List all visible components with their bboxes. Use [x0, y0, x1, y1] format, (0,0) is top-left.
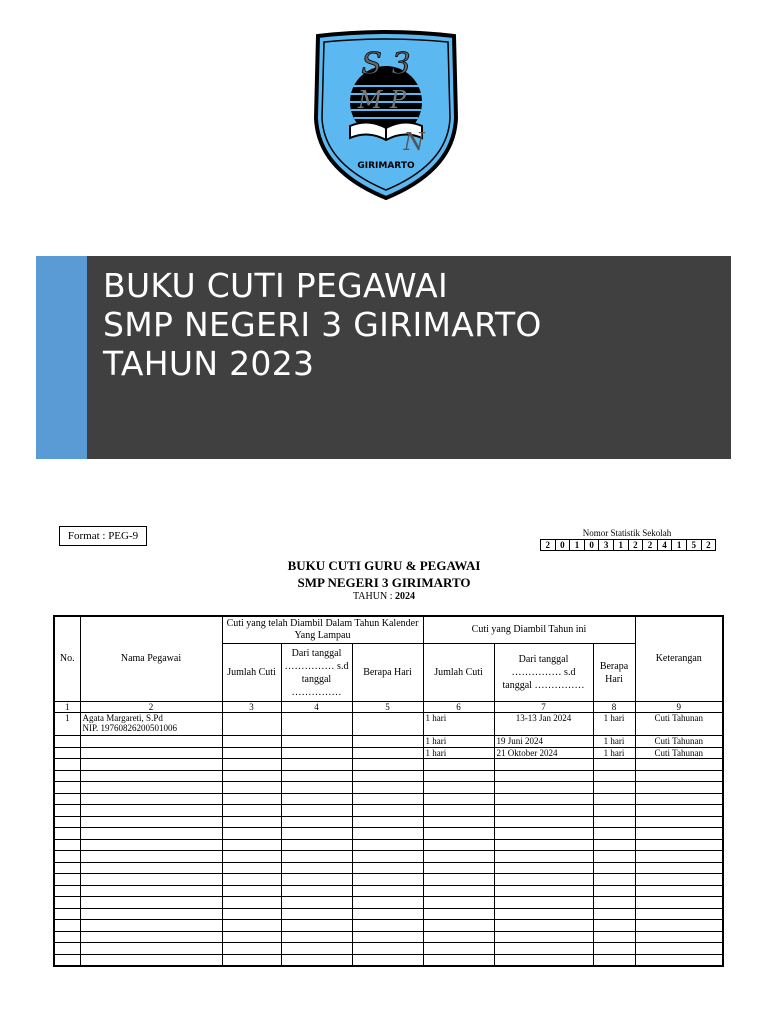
empty-cell — [423, 759, 494, 771]
cell-tanggal-prev — [281, 713, 352, 736]
empty-cell — [635, 908, 723, 920]
empty-cell — [54, 782, 80, 794]
empty-cell — [281, 839, 352, 851]
nss-digit: 1 — [614, 539, 629, 551]
school-logo — [310, 30, 462, 202]
empty-table-row — [54, 954, 723, 966]
cell-berapa-hari: 1 hari — [593, 736, 635, 748]
column-number: 3 — [222, 702, 281, 713]
empty-cell — [222, 885, 281, 897]
empty-cell — [494, 770, 593, 782]
empty-cell — [222, 954, 281, 966]
empty-table-row — [54, 851, 723, 863]
header-group-current: Cuti yang Diambil Tahun ini — [423, 616, 635, 644]
header-jumlah-cuti-prev: Jumlah Cuti — [222, 644, 281, 702]
empty-cell — [635, 828, 723, 840]
nss-digit: 1 — [672, 539, 687, 551]
empty-cell — [593, 885, 635, 897]
empty-cell — [635, 782, 723, 794]
empty-cell — [281, 931, 352, 943]
table-row — [54, 747, 723, 759]
empty-cell — [352, 851, 423, 863]
empty-cell — [423, 908, 494, 920]
empty-cell — [635, 920, 723, 932]
empty-cell — [80, 782, 222, 794]
cell-no: 1 — [54, 713, 80, 736]
nss-digit: 0 — [556, 539, 571, 551]
cell-jumlah-prev — [222, 736, 281, 748]
header-jumlah-cuti-curr: Jumlah Cuti — [423, 644, 494, 702]
empty-cell — [54, 759, 80, 771]
empty-cell — [494, 839, 593, 851]
empty-table-row — [54, 897, 723, 909]
empty-cell — [54, 897, 80, 909]
empty-cell — [54, 874, 80, 886]
year-value: 2024 — [394, 591, 415, 602]
empty-cell — [593, 759, 635, 771]
empty-cell — [423, 828, 494, 840]
empty-cell — [222, 816, 281, 828]
empty-cell — [80, 874, 222, 886]
empty-cell — [352, 920, 423, 932]
empty-cell — [281, 816, 352, 828]
empty-cell — [423, 885, 494, 897]
empty-cell — [635, 931, 723, 943]
empty-table-row — [54, 931, 723, 943]
ledger-body — [54, 702, 723, 967]
empty-cell — [494, 954, 593, 966]
empty-cell — [222, 874, 281, 886]
empty-cell — [352, 782, 423, 794]
empty-cell — [54, 954, 80, 966]
column-number-row — [54, 702, 723, 713]
empty-cell — [352, 931, 423, 943]
empty-cell — [635, 954, 723, 966]
empty-cell — [281, 908, 352, 920]
empty-cell — [593, 851, 635, 863]
banner-line-3: TAHUN 2023 — [103, 344, 315, 383]
empty-cell — [593, 793, 635, 805]
empty-cell — [593, 839, 635, 851]
banner-line-1: BUKU CUTI PEGAWAI — [103, 266, 449, 305]
cell-jumlah-prev — [222, 747, 281, 759]
empty-cell — [352, 908, 423, 920]
empty-cell — [423, 954, 494, 966]
logo-letters-top: S 3 — [361, 47, 411, 82]
cell-no — [54, 747, 80, 759]
document-title: BUKU CUTI GURU & PEGAWAI — [287, 558, 481, 573]
empty-table-row — [54, 828, 723, 840]
empty-cell — [222, 862, 281, 874]
empty-cell — [494, 874, 593, 886]
empty-cell — [593, 920, 635, 932]
header-dari-tanggal-prev: Dari tanggal …………… s.d tanggal …………… — [281, 644, 352, 702]
empty-cell — [593, 954, 635, 966]
column-number: 1 — [54, 702, 80, 713]
empty-cell — [222, 793, 281, 805]
empty-table-row — [54, 920, 723, 932]
empty-table-row — [54, 908, 723, 920]
empty-cell — [281, 793, 352, 805]
cell-nama — [80, 747, 222, 759]
empty-cell — [494, 885, 593, 897]
column-number: 8 — [593, 702, 635, 713]
cell-tanggal: 13-13 Jan 2024 — [494, 713, 593, 736]
cell-berapa-hari: 1 hari — [593, 747, 635, 759]
column-number: 6 — [423, 702, 494, 713]
empty-cell — [423, 943, 494, 955]
empty-cell — [54, 816, 80, 828]
empty-cell — [222, 851, 281, 863]
empty-table-row — [54, 793, 723, 805]
nss-digit: 2 — [643, 539, 658, 551]
cell-tanggal-prev — [281, 747, 352, 759]
cell-nama — [80, 713, 222, 736]
empty-cell — [494, 828, 593, 840]
column-number: 5 — [352, 702, 423, 713]
empty-cell — [423, 805, 494, 817]
empty-cell — [593, 862, 635, 874]
empty-cell — [593, 828, 635, 840]
empty-cell — [281, 828, 352, 840]
empty-cell — [222, 770, 281, 782]
empty-cell — [423, 770, 494, 782]
empty-cell — [80, 805, 222, 817]
empty-cell — [222, 759, 281, 771]
empty-cell — [494, 851, 593, 863]
empty-cell — [423, 851, 494, 863]
empty-cell — [80, 931, 222, 943]
empty-cell — [281, 851, 352, 863]
empty-cell — [352, 770, 423, 782]
header-nama: Nama Pegawai — [80, 616, 222, 702]
empty-cell — [494, 782, 593, 794]
empty-table-row — [54, 816, 723, 828]
header-dari-tanggal-curr: Dari tanggal …………… s.d tanggal …………… — [494, 644, 593, 702]
empty-cell — [494, 931, 593, 943]
empty-cell — [281, 885, 352, 897]
empty-cell — [80, 770, 222, 782]
empty-cell — [54, 908, 80, 920]
empty-cell — [54, 805, 80, 817]
cell-keterangan: Cuti Tahunan — [635, 747, 723, 759]
table-row — [54, 736, 723, 748]
empty-cell — [54, 851, 80, 863]
cell-tanggal-prev — [281, 736, 352, 748]
empty-cell — [54, 770, 80, 782]
nss-digit: 4 — [658, 539, 673, 551]
empty-cell — [352, 943, 423, 955]
empty-cell — [494, 793, 593, 805]
banner-accent-bar — [36, 256, 87, 459]
logo-place-name: GIRIMARTO — [357, 161, 415, 171]
employee-name: Agata Margareti, S.Pd — [82, 713, 163, 723]
banner-line-2: SMP NEGERI 3 GIRIMARTO — [103, 305, 542, 344]
empty-cell — [80, 943, 222, 955]
header-berapa-hari-curr: Berapa Hari — [593, 644, 635, 702]
cell-hari-prev — [352, 736, 423, 748]
empty-cell — [222, 931, 281, 943]
cell-hari-prev — [352, 747, 423, 759]
cell-keterangan: Cuti Tahunan — [635, 713, 723, 736]
empty-cell — [635, 874, 723, 886]
empty-cell — [281, 920, 352, 932]
empty-cell — [222, 839, 281, 851]
empty-cell — [593, 770, 635, 782]
empty-cell — [593, 805, 635, 817]
header-no: No. — [54, 616, 80, 702]
empty-table-row — [54, 862, 723, 874]
empty-cell — [423, 931, 494, 943]
empty-cell — [54, 828, 80, 840]
empty-cell — [80, 828, 222, 840]
empty-cell — [494, 759, 593, 771]
empty-cell — [54, 862, 80, 874]
empty-cell — [80, 885, 222, 897]
empty-cell — [423, 897, 494, 909]
empty-cell — [352, 759, 423, 771]
empty-cell — [494, 897, 593, 909]
empty-cell — [80, 897, 222, 909]
empty-cell — [494, 805, 593, 817]
empty-cell — [222, 920, 281, 932]
empty-cell — [80, 816, 222, 828]
empty-cell — [635, 759, 723, 771]
empty-cell — [281, 862, 352, 874]
empty-cell — [80, 862, 222, 874]
cell-jumlah-cuti: 1 hari — [423, 747, 494, 759]
logo-letters-middle: M P — [357, 86, 407, 114]
nss-label: Nomor Statistik Sekolah — [582, 528, 672, 538]
format-label: Format : PEG-9 — [59, 526, 147, 546]
empty-cell — [54, 931, 80, 943]
empty-cell — [635, 885, 723, 897]
header-keterangan: Keterangan — [635, 616, 723, 702]
empty-cell — [80, 920, 222, 932]
empty-cell — [635, 770, 723, 782]
nss-digit: 1 — [570, 539, 585, 551]
empty-cell — [281, 770, 352, 782]
empty-cell — [352, 897, 423, 909]
empty-table-row — [54, 839, 723, 851]
cell-jumlah-cuti: 1 hari — [423, 713, 494, 736]
cell-jumlah-cuti: 1 hari — [423, 736, 494, 748]
empty-cell — [222, 805, 281, 817]
cell-tanggal: 21 Oktober 2024 — [494, 747, 593, 759]
header-berapa-hari-prev: Berapa Hari — [352, 644, 423, 702]
nss-digits — [540, 539, 716, 551]
empty-cell — [635, 897, 723, 909]
empty-table-row — [54, 885, 723, 897]
empty-cell — [222, 897, 281, 909]
empty-cell — [635, 839, 723, 851]
empty-cell — [352, 862, 423, 874]
nss-digit: 2 — [541, 539, 556, 551]
empty-cell — [54, 920, 80, 932]
empty-cell — [635, 943, 723, 955]
cell-nama — [80, 736, 222, 748]
empty-cell — [494, 816, 593, 828]
empty-cell — [54, 943, 80, 955]
nss-digit: 2 — [629, 539, 644, 551]
empty-cell — [80, 839, 222, 851]
empty-cell — [54, 885, 80, 897]
table-row — [54, 713, 723, 736]
empty-cell — [593, 908, 635, 920]
cell-berapa-hari: 1 hari — [593, 713, 635, 736]
empty-cell — [281, 943, 352, 955]
cell-tanggal: 19 Juni 2024 — [494, 736, 593, 748]
empty-cell — [352, 954, 423, 966]
empty-cell — [281, 759, 352, 771]
nss-digit: 2 — [702, 539, 717, 551]
logo-letters-bottom: N — [403, 128, 425, 156]
empty-cell — [222, 828, 281, 840]
empty-cell — [352, 816, 423, 828]
empty-cell — [593, 782, 635, 794]
empty-cell — [54, 839, 80, 851]
empty-table-row — [54, 782, 723, 794]
empty-cell — [635, 862, 723, 874]
empty-cell — [423, 920, 494, 932]
empty-cell — [593, 931, 635, 943]
document-year — [0, 591, 768, 602]
employee-nip: NIP. 19760826200501006 — [82, 723, 178, 733]
empty-cell — [281, 874, 352, 886]
empty-cell — [222, 782, 281, 794]
empty-cell — [281, 897, 352, 909]
empty-cell — [635, 816, 723, 828]
empty-table-row — [54, 770, 723, 782]
empty-cell — [80, 759, 222, 771]
empty-cell — [54, 793, 80, 805]
empty-cell — [222, 908, 281, 920]
cell-no — [54, 736, 80, 748]
empty-cell — [635, 851, 723, 863]
empty-cell — [222, 943, 281, 955]
empty-cell — [352, 839, 423, 851]
empty-cell — [352, 828, 423, 840]
empty-table-row — [54, 805, 723, 817]
title-banner — [87, 256, 731, 459]
empty-cell — [352, 793, 423, 805]
empty-cell — [80, 793, 222, 805]
empty-table-row — [54, 759, 723, 771]
empty-cell — [80, 954, 222, 966]
nss-digit: 5 — [687, 539, 702, 551]
nss-digit: 3 — [599, 539, 614, 551]
empty-cell — [352, 885, 423, 897]
cell-keterangan: Cuti Tahunan — [635, 736, 723, 748]
header-group-previous: Cuti yang telah Diambil Dalam Tahun Kalender Yang Lampau — [222, 616, 423, 644]
empty-cell — [494, 862, 593, 874]
empty-cell — [593, 943, 635, 955]
column-number: 4 — [281, 702, 352, 713]
empty-cell — [80, 851, 222, 863]
column-number: 9 — [635, 702, 723, 713]
empty-cell — [281, 954, 352, 966]
empty-cell — [593, 897, 635, 909]
empty-cell — [635, 805, 723, 817]
empty-cell — [423, 862, 494, 874]
empty-cell — [635, 793, 723, 805]
column-number: 2 — [80, 702, 222, 713]
empty-table-row — [54, 943, 723, 955]
column-number: 7 — [494, 702, 593, 713]
empty-cell — [352, 874, 423, 886]
banner-title — [103, 266, 542, 383]
empty-cell — [281, 782, 352, 794]
cell-jumlah-prev — [222, 713, 281, 736]
year-label: TAHUN : — [353, 591, 393, 602]
empty-cell — [281, 805, 352, 817]
empty-cell — [494, 943, 593, 955]
empty-cell — [80, 908, 222, 920]
nss-digit: 0 — [585, 539, 600, 551]
empty-cell — [494, 908, 593, 920]
empty-cell — [423, 793, 494, 805]
empty-cell — [423, 782, 494, 794]
empty-cell — [494, 920, 593, 932]
empty-cell — [423, 816, 494, 828]
empty-cell — [423, 874, 494, 886]
empty-cell — [423, 839, 494, 851]
cell-hari-prev — [352, 713, 423, 736]
empty-table-row — [54, 874, 723, 886]
empty-cell — [593, 816, 635, 828]
leave-ledger-table — [53, 615, 724, 967]
empty-cell — [352, 805, 423, 817]
document-subtitle: SMP NEGERI 3 GIRIMARTO — [297, 575, 471, 590]
empty-cell — [593, 874, 635, 886]
